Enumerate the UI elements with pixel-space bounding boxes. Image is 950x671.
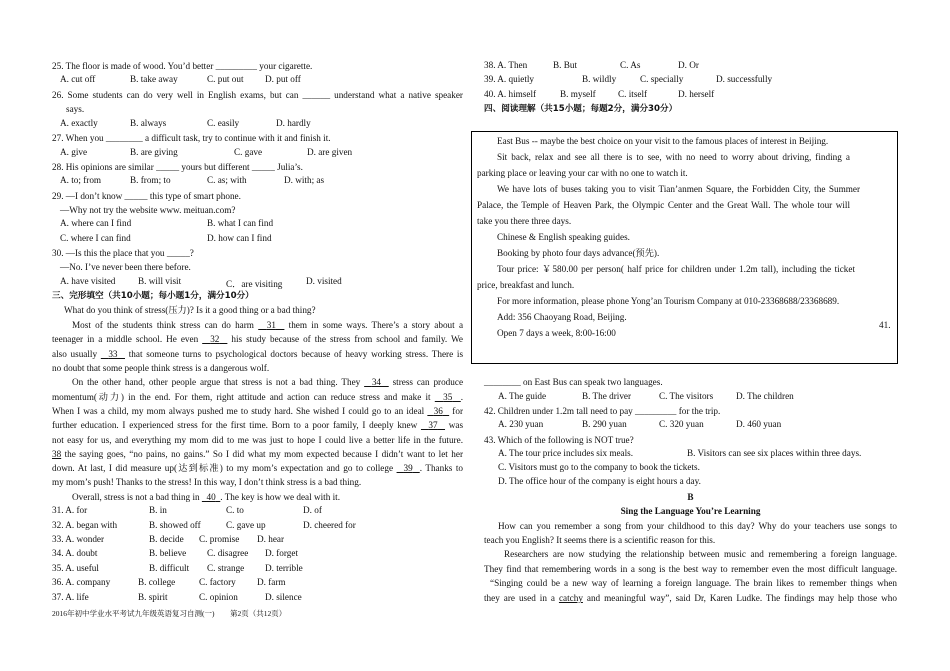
cloze-text: teenager in a middle school. He even [52,334,199,344]
cloze-opt: D. silence [265,592,302,602]
cloze-line [52,391,463,403]
q42-stem: 42. Children under 1.2m tall need to pay _________ for the trip. [484,406,721,416]
box-line: Sit back, relax and see all there is to see, with no need to worry about driving, finding a [497,152,850,162]
cloze-opt: B. difficult [149,563,190,573]
q29-reply: —Why not try the website www. meituan.com? [60,205,236,215]
blank-number: 36 [433,406,443,416]
cloze-opt: D. cheered for [303,520,356,530]
cloze-opt: D. farm [257,577,286,587]
q41-opt-b: B. The driver [582,391,632,401]
cloze-opt: B. But [553,60,577,70]
q25-opt-c: C. put out [207,74,244,84]
cloze-text: Overall, stress is not a bad thing in [72,492,200,502]
cloze-opt: C. itself [618,89,648,99]
box-line: Chinese & English speaking guides. [497,232,630,242]
blank-35 [435,392,464,402]
passage-b-line: Researchers are now studying the relationship between music and remembering a foreign language. [504,549,897,559]
cloze-text: that someone turns to psychological doctors because of heavy working stress. There is [128,349,464,359]
cloze-opt: C. promise [199,534,240,544]
q27-opt-d: D. are given [307,147,353,157]
q26-opt-c: C. easily [207,118,240,128]
cloze-line [52,348,463,360]
cloze-opt: B. spirit [138,592,168,602]
q42-opt-b: B. 290 yuan [582,419,627,429]
q29-opt-d: D. how can I find [207,233,272,243]
cloze-line [52,419,463,431]
passage-b-line: How can you remember a song from your childhood to this day? Why do your teachers use songs to [498,521,897,531]
blank-38: 38 [52,449,62,459]
cloze-line [72,491,340,503]
q43-stem: 43. Which of the following is NOT true? [484,435,634,445]
cloze-opt: D. forget [265,548,298,558]
q27-opt-b: B. are giving [130,147,178,157]
box-line: price, breakfast and lunch. [477,280,575,290]
box-line: Palace, the Temple of Heaven Park, the Olympic Center and the Great Wall. The whole tour will [477,200,850,210]
box-line: Booking by photo four days advance(预先). [497,248,660,258]
cloze-opt: D. of [303,505,322,515]
passage-b-line: “Singing could be a new way of learning a foreign language. The brain likes to remember things when [490,578,897,588]
q41-opt-a: A. The guide [498,391,547,401]
q29-opt-b: B. what I can find [207,218,274,228]
cloze-opt: D. successfully [716,74,773,84]
q41-number: 41. [879,320,891,330]
part-b-title: Sing the Language You’re Learning [620,506,761,516]
cloze-opt: 35. A. useful [52,563,99,573]
blank-number: 39 [403,463,413,473]
q26-stem-1: 26. Some students can do very well in English exams, but can ______ understand what a native speaker [52,90,463,100]
q28-opt-a: A. to; from [60,175,102,185]
cloze-line [52,376,463,388]
passage-b-line [484,592,897,604]
cloze-opt: D. hear [257,534,285,544]
cloze-opt: 34. A. doubt [52,548,98,558]
blank-31 [258,320,284,330]
blank-number: 37 [428,420,438,430]
q30-opt-d: D. visited [306,276,342,286]
q30-reply: —No. I’ve never been there before. [60,262,191,272]
q25-stem: 25. The floor is made of wood. You’d better _________ your cigarette. [52,61,313,71]
cloze-opt: 37. A. life [52,592,89,602]
q42-opt-c: C. 320 yuan [659,419,704,429]
cloze-opt: 32. A. began with [52,520,118,530]
box-line: Add: 356 Chaoyang Road, Beijing. [497,312,627,322]
cloze-opt: 31. A. for [52,505,88,515]
cloze-opt: B. wildly [582,74,617,84]
cloze-opt: C. to [226,505,244,515]
cloze-text: further education. I experienced stress for the first time. Born to a poor family, I deeply knew [52,420,418,430]
cloze-opt: 33. A. wonder [52,534,105,544]
box-line: parking place or leaving your car with no one to watch it. [477,168,688,178]
q25-opt-a: A. cut off [60,74,96,84]
q29-opt-a: A. where can I find [60,218,132,228]
cloze-line [52,405,463,417]
cloze-opt: C. disagree [207,548,249,558]
footer-page: 第2页（共12页） [230,609,287,618]
footer-left: 2016年初中学业水平考试九年级英语复习自测(一) [52,609,215,618]
cloze-text: . The key is how we deal with it. [220,492,341,502]
q28-opt-d: D. with; as [284,175,325,185]
cloze-text: his study because of the stress from school and family. We [231,334,463,344]
box-line: We have lots of buses taking you to visit Tian’anmen Square, the Forbidden City, the Summer [497,184,860,194]
cloze-text: was [448,420,464,430]
q28-opt-b: B. from; to [130,175,171,185]
q27-opt-a: A. give [60,147,88,157]
blank-number: 34 [371,377,382,387]
q27-stem: 27. When you ________ a difficult task, try to continue with it and finish it. [52,133,331,143]
cloze-opt: 39. A. quietly [484,74,535,84]
cloze-opt: B. college [138,577,176,587]
cloze-opt: B. in [149,505,167,515]
blank-32 [202,334,227,344]
cloze-opt: C. gave up [226,520,266,530]
cloze-opt: B. decide [149,534,184,544]
cloze-opt: D. Or [678,60,699,70]
q41-opt-d: D. The children [736,391,794,401]
passage-b-line: They find that remembering words in a song is the best way to remember even the most difficult language. [484,564,897,574]
cloze-opt: 36. A. company [52,577,111,587]
q25-opt-d: D. put off [265,74,301,84]
passage-b-underlined-word: catchy [558,593,583,603]
cloze-text: On the other hand, other people argue that stress is not a bad thing. They [72,377,361,387]
cloze-line: not easy for us, and everything my mom did to me was just to hope I could live a better life in the future. [52,435,463,445]
cloze-opt: 40. A. himself [484,89,537,99]
cloze-opt: 38. A. Then [484,60,528,70]
q28-opt-c: C. as; with [207,175,247,185]
box-line: Open 7 days a week, 8:00-16:00 [497,328,616,338]
blank-number: 40 [206,492,216,502]
q26-stem-2: says. [66,104,85,114]
blank-33 [101,349,125,359]
cloze-opt: C. specially [640,74,684,84]
cloze-title: What do you think of stress(压力)? Is it a good thing or a bad thing? [64,305,316,315]
q27-opt-c: C. gave [234,147,263,157]
box-line: For more information, please phone Yong’an Tourism Company at 010-23368688/23368689. [497,296,840,306]
q26-opt-a: A. exactly [60,118,98,128]
cloze-text: . [460,392,464,402]
cloze-text: them in some ways. There’s a story about a [288,320,464,330]
cloze-line [52,462,463,474]
q41-stem: ________ on East Bus can speak two languages. [484,377,663,387]
blank-number: 33 [108,349,118,359]
passage-b-text: and meaningful way”, said Dr, Karen Ludke. The findings may help those who [586,593,897,603]
q43-opt-d: D. The office hour of the company is eight hours a day. [498,476,701,486]
cloze-opt: C. opinion [199,592,238,602]
cloze-text: momentum(动力) in the end. For them, right attitude and action can reduce stress and make it [52,392,431,402]
passage-b-text: they are used in a [484,593,555,603]
cloze-opt: C. As [620,60,641,70]
blank-39 [397,463,420,473]
blank-number: 32 [210,334,220,344]
cloze-text: Most of the students think stress can do harm [72,320,254,330]
cloze-opt: C. factory [199,577,236,587]
q25-opt-b: B. take away [130,74,178,84]
cloze-text: stress can produce [392,377,464,387]
cloze-opt: D. terrible [265,563,303,573]
cloze-line [52,333,463,345]
cloze-text: for [452,406,464,416]
passage-b-line: teach you English? It seems there is a scientific reason for this. [484,535,716,545]
q43-opt-b: B. Visitors can see six places within three days. [687,448,862,458]
section3-heading: 三、完形填空（共10小题；每小题1分，满分10分） [52,291,254,301]
q42-opt-d: D. 460 yuan [736,419,782,429]
q28-stem: 28. His opinions are similar _____ yours but different _____ Julia’s. [52,162,303,172]
cloze-opt: D. herself [678,89,715,99]
cloze-line [52,319,463,331]
cloze-line [52,448,463,460]
q29-opt-c: C. where I can find [60,233,131,243]
cloze-text: down. At last, I did measure up(达到标准) to my mom’s expectation and go to college [52,463,394,473]
box-line: Tour price: ￥580.00 per person( half price for children under 1.2m tall), including the ticket [497,264,855,274]
q29-stem: 29. —I don’t know _____ this type of smart phone. [52,191,241,201]
cloze-opt: B. myself [560,89,596,99]
blank-34 [364,377,389,387]
cloze-text: When I was a child, my mom always pushed me to study hard. She wished I could go to an ideal [52,406,425,416]
q41-opt-c: C. The visitors [659,391,714,401]
q30-opt-c: C．are visiting [226,279,283,289]
blank-37 [421,420,445,430]
blank-number: 31 [266,320,276,330]
cloze-opt: B. believe [149,548,187,558]
blank-40 [202,492,220,502]
cloze-text: the saying goes, “no pains, no gains.” So I did what my mom expected because I didn’t want to let her [64,449,463,459]
q43-opt-c: C. Visitors must go to the company to book the tickets. [498,462,700,472]
q30-stem: 30. —Is this the place that you _____? [52,248,194,258]
blank-36 [427,406,449,416]
cloze-opt: B. showed off [149,520,201,530]
part-b-label: B [687,492,694,502]
box-line: East Bus -- maybe the best choice on your visit to the famous places of interest in Beijing. [497,136,829,146]
section4-heading: 四、阅读理解（共15小题；每题2分，满分30分） [484,104,678,114]
q26-opt-b: B. always [130,118,167,128]
cloze-text: also usually [52,349,98,359]
q42-opt-a: A. 230 yuan [498,419,544,429]
cloze-line: no doubt that some people think stress is a dangerous wolf. [52,363,270,373]
box-line: take you there three days. [477,216,572,226]
q43-opt-a: A. The tour price includes six meals. [498,448,634,458]
cloze-opt: C. strange [207,563,245,573]
cloze-line: my mom’s push! Thanks to the stress! In this way, I don’t think stress is a bad thing. [52,477,362,487]
cloze-text: . Thanks to [419,463,464,473]
blank-number: 35 [443,392,453,402]
q30-opt-b: B. will visit [138,276,182,286]
q26-opt-d: D. hardly [276,118,311,128]
q30-opt-a: A. have visited [60,276,116,286]
